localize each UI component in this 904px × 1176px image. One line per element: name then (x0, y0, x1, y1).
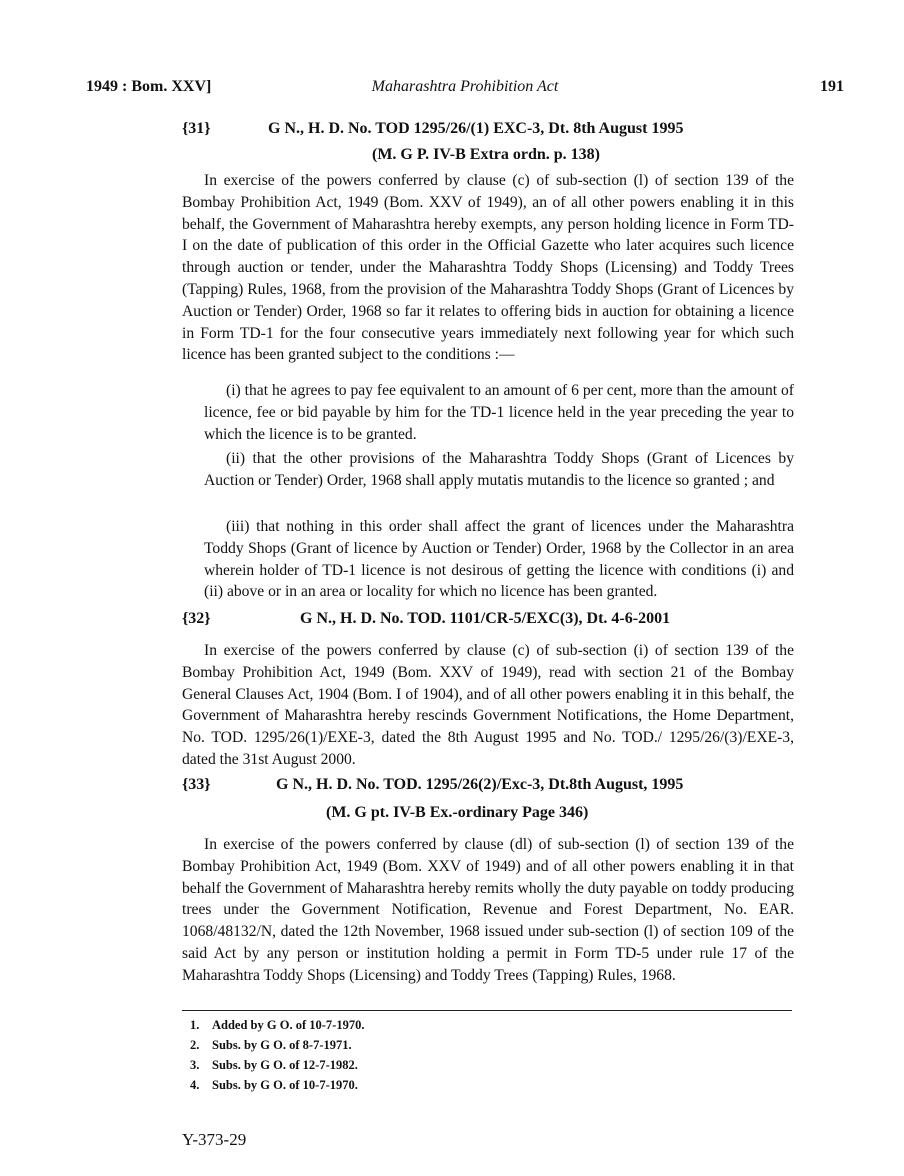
page-number: 191 (820, 78, 844, 95)
section-33-heading: G N., H. D. No. TOD. 1295/26(2)/Exc-3, Dt.8th August, 1995 (276, 776, 684, 793)
section-31-paragraph: In exercise of the powers conferred by clause (c) of sub-section (l) of section 139 of the Bombay Prohibition Act, 1949 (Bom. XXV of 1949), an of all other powers enabling it in this behalf, the Government of Maharashtra hereby exempts, any person holding licence in Form TD-I on the date of publication of this order in the Official Gazette who later acquires such licence through auction or tender, under the Maharashtra Toddy Shops (Licensing) and Toddy Trees (Tapping) Rules, 1968, from the provision of the Maharashtra Toddy Shops (Grant of Licences by Auction or Tender) Order, 1968 so far it relates to offering bids in auction for obtaining a licence in Form TD-1 for the four consecutive years immediately next following year for which such licence has been granted subject to the conditions :— (182, 172, 794, 364)
section-31-condition-1: (i) that he agrees to pay fee equivalent to an amount of 6 per cent, more than the amount of licence, fee or bid payable by him for the TD-1 licence held in the year preceding the year to which the licence is to be granted. (204, 382, 794, 443)
footnote-text: Subs. by G O. of 10-7-1970. (212, 1078, 358, 1092)
footnote-text: Subs. by G O. of 12-7-1982. (212, 1058, 358, 1072)
footnote-4 (190, 1078, 358, 1093)
footnote-text: Subs. by G O. of 8-7-1971. (212, 1038, 352, 1052)
section-31-condition-2: (ii) that the other provisions of the Maharashtra Toddy Shops (Grant of Licences by Auction or Tender) Order, 1968 shall apply mutatis mutandis to the licence so granted ; and (204, 450, 794, 489)
footnote-1 (190, 1018, 364, 1033)
footnote-number: 4. (190, 1078, 200, 1092)
footnote-3 (190, 1058, 358, 1073)
footnote-number: 3. (190, 1058, 200, 1072)
section-31-heading: G N., H. D. No. TOD 1295/26/(1) EXC-3, Dt. 8th August 1995 (268, 120, 684, 137)
footnote-text: Added by G O. of 10-7-1970. (212, 1018, 365, 1032)
section-31-number: {31} (182, 120, 211, 137)
footnote-divider (182, 1010, 792, 1011)
footnote-number: 1. (190, 1018, 200, 1032)
section-31-condition-3: (iii) that nothing in this order shall affect the grant of licences under the Maharashtra Toddy Shops (Grant of licence by Auction or Tender) Order, 1968 by the Collector in an area wherein holder of TD-1 licence is not desirous of getting the licence with conditions (i) and (ii) above or in an area or locality for which no licence has been granted. (204, 518, 794, 601)
section-31-subheading: (M. G P. IV-B Extra ordn. p. 138) (372, 146, 600, 163)
footnote-number: 2. (190, 1038, 200, 1052)
section-32-paragraph: In exercise of the powers conferred by clause (c) of sub-section (i) of section 139 of the Bombay Prohibition Act, 1949 (Bom. XXV of 1949), read with section 21 of the Bombay General Clauses Act, 1904 (Bom. I of 1904), and of all other powers enabling it in this behalf, the Government of Maharashtra hereby rescinds Government Notifications, the Home Department, No. TOD. 1295/26(1)/EXE-3, dated the 8th August 1995 and No. TOD./ 1295/26/(3)/EXE-3, dated the 31st August 2000. (182, 642, 794, 768)
section-32-heading: G N., H. D. No. TOD. 1101/CR-5/EXC(3), Dt. 4-6-2001 (300, 610, 671, 627)
section-33-subheading: (M. G pt. IV-B Ex.-ordinary Page 346) (326, 804, 589, 821)
header-citation: 1949 : Bom. XXV] (86, 78, 212, 95)
footnote-2 (190, 1038, 352, 1053)
header-act-title: Maharashtra Prohibition Act (371, 78, 559, 95)
print-code: Y-373-29 (182, 1130, 247, 1149)
section-33-number: {33} (182, 776, 211, 793)
running-header (86, 78, 844, 102)
section-33-paragraph: In exercise of the powers conferred by clause (dl) of sub-section (l) of section 139 of the Bombay Prohibition Act, 1949 (Bom. XXV of 1949) and of all other powers enabling it in that behalf the Government of Maharashtra hereby remits wholly the duty payable on toddy producing trees under the Government Notification, Revenue and Forest Department, No. EAR. 1068/48132/N, dated the 12th November, 1968 issued under sub-section (l) of section 109 of the said Act by any person or institution holding a permit in Form TD-5 under rule 17 of the Maharashtra Toddy Shops (Licensing) and Toddy Trees (Tapping) Rules, 1968. (182, 836, 794, 984)
section-32-number: {32} (182, 610, 211, 627)
